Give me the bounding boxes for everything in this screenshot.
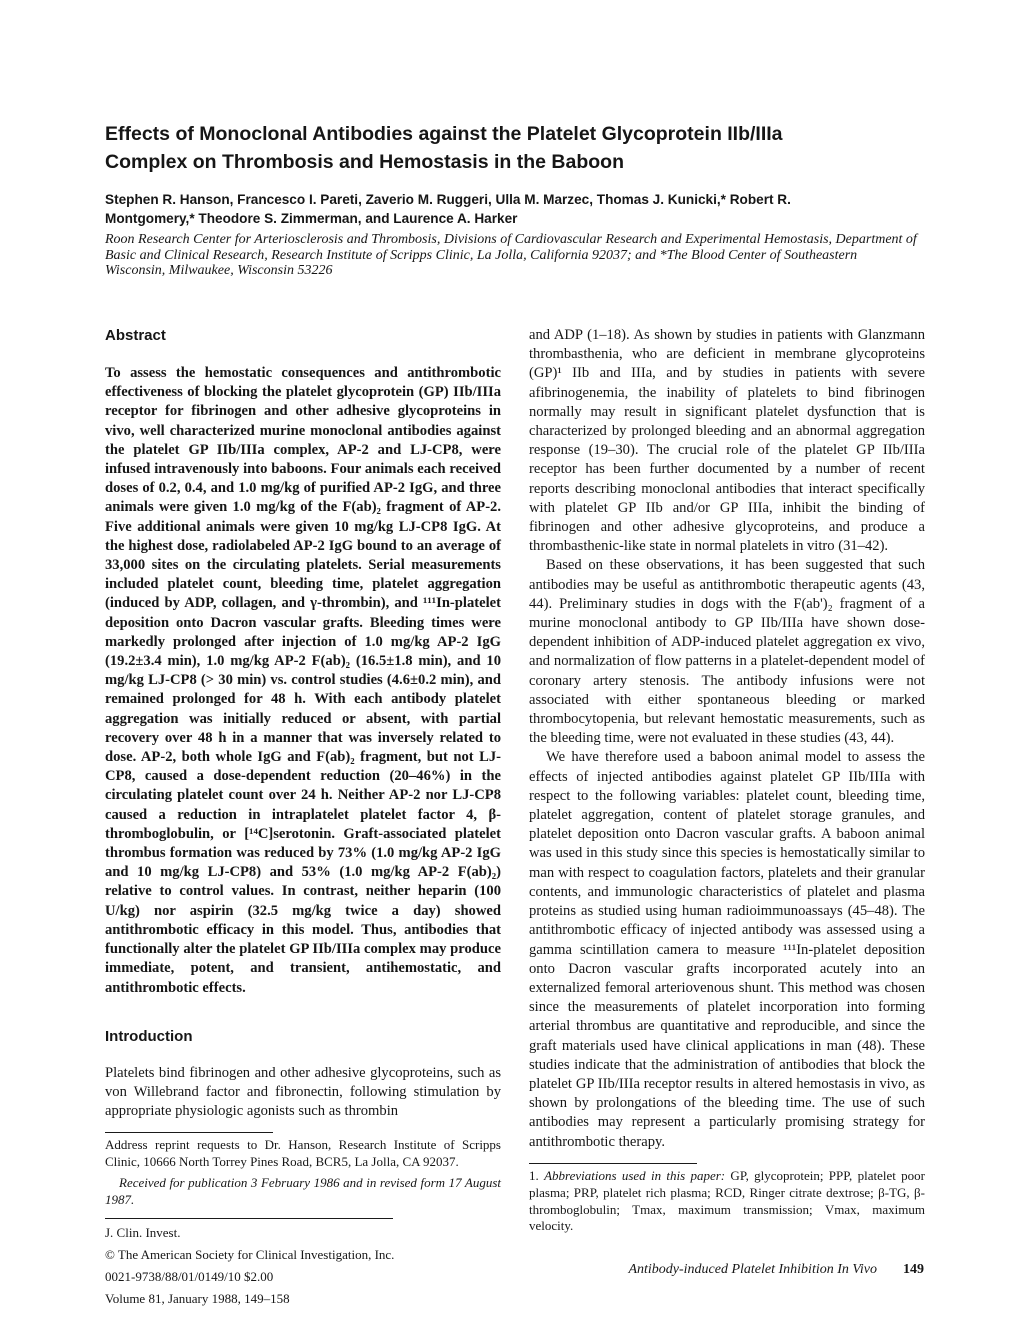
- body-paragraph-1: and ADP (1–18). As shown by studies in patients with Glanzmann thrombasthenia, who are deficient in membrane glycoproteins (GP)¹ IIb and IIIa, and by studies in patients with severe afibrinogenemia, the inability of platelets to bind fibrinogen normally may result in significant platelet dysfunction that is characterized by prolonged bleeding and an abnormal aggregation response (19–30). The crucial role of the platelet GP IIb/IIIa receptor has been further documented by a number of recent reports describing monoclonal antibodies that interact specifically with platelet GP IIb and/or GP IIIa, inhibit the binding of fibrinogen and other adhesive glycoproteins, and produce a thrombasthenic-like state in normal platelets in vitro (31–42).: [529, 327, 925, 555]
- article-title: Effects of Monoclonal Antibodies against the Platelet Glycoprotein IIb/IIIa Complex on Thrombosis and Hemostasis in the Baboon: [105, 123, 783, 173]
- title-page-footnotes: [105, 1132, 501, 1209]
- left-column: [105, 326, 501, 1307]
- affiliations: Roon Research Center for Arteriosclerosis and Thrombosis, Divisions of Cardiovascular Research and Experimental Hemostasis, Department of Basic and Clinical Research, Research Institute of Scripps Clinic, La Jolla, California 92037; and *The Blood Center of Southeastern Wisconsin, Milwaukee, Wisconsin 53226: [105, 232, 917, 279]
- introduction-heading: Introduction: [105, 1027, 193, 1045]
- abbreviations-number: 1.: [529, 1167, 545, 1183]
- volume-line: Volume 81, January 1988, 149–158: [105, 1290, 290, 1306]
- reprint-address-footnote: Address reprint requests to Dr. Hanson, Research Institute of Scripps Clinic, 10666 North Torrey Pines Road, BCR5, La Jolla, CA 92037.: [105, 1137, 501, 1170]
- copyright-line: © The American Society for Clinical Investigation, Inc.: [105, 1246, 395, 1262]
- abbreviations-footnote: [529, 1168, 925, 1236]
- article-header: [105, 120, 925, 279]
- body-paragraph-3: We have therefore used a baboon animal model to assess the effects of injected antibodies against platelet GP IIb/IIIa with respect to the following variables: platelet count, bleeding time, platelet aggregation, content of platelet storage granules, and platelet deposition onto Dacron vascular grafts. A baboon animal was used in this study since this species is hemostatically similar to man with respect to coagulation factors, platelets and their granular contents, and immunologic characteristics of platelet and plasma proteins as studied using human radioimmunoassays (45–48). The antithrombotic efficacy of injected antibody was assessed using a gamma scintillation camera to measure ¹¹¹In-platelet deposition onto Dacron vascular grafts incorporated acutely into an externalized femoral arteriovenous shunt. This method was chosen since the measurements of platelet incorporation into forming arterial thrombus are quantitative and reproducible, and since the graft materials used have clinical applications in man (48). These studies indicate that the administration of antibodies that block the platelet GP IIb/IIIa receptor results in altered hemostasis in vivo, as shown by prolongations of the bleeding time. The use of such antibodies may represent a particularly promising strategy for antithrombotic therapy.: [529, 749, 925, 1150]
- abstract-heading: Abstract: [105, 327, 166, 344]
- issn-price-line: 0021-9738/88/01/0149/10 $2.00: [105, 1268, 274, 1284]
- footnote-divider: [105, 1132, 273, 1133]
- right-column: [529, 326, 925, 1235]
- abbreviations-footnote-block: [529, 1163, 925, 1236]
- running-title: Antibody-induced Platelet Inhibition In Vivo: [628, 1262, 877, 1277]
- abstract-text: To assess the hemostatic consequences and antithrombotic effectiveness of blocking the platelet glycoprotein (GP) IIb/IIIa receptor for fibrinogen and other adhesive glycoproteins in vivo, well characterized murine monoclonal antibodies against the platelet GP IIb/IIIa complex, AP-2 and LJ-CP8, were infused intravenously into baboons. Four animals each received doses of 0.2, 0.4, and 1.0 mg/kg of purified AP-2 IgG, and three animals were given 1.0 mg/kg of the F(ab)₂ fragment of AP-2. Five additional animals were given 10 mg/kg LJ-CP8 IgG. At the highest dose, radiolabeled AP-2 IgG bound to an average of 33,000 sites on the circulating platelets. Serial measurements included platelet count, bleeding time, platelet aggregation (induced by ADP, collagen, and γ-thrombin), and ¹¹¹In-platelet deposition onto Dacron vascular grafts. Bleeding times were markedly prolonged after injection of 1.0 mg/kg AP-2 IgG (19.2±3.4 min), 1.0 mg/kg AP-2 F(ab)₂ (16.5±1.8 min), and 10 mg/kg LJ-CP8 (> 30 min) vs. control studies (4.6±0.2 min), and remained prolonged for 48 h. With each antibody platelet aggregation was initially reduced or absent, with partial recovery over 48 h in a manner that was inversely related to dose. AP-2, both whole IgG and F(ab)₂ fragment, but not LJ-CP8, caused a dose-dependent reduction (20–46%) in the circulating platelet count over 24 h. Neither AP-2 nor LJ-CP8 caused a reduction in intraplatelet platelet factor 4, β-thromboglobulin, or [¹⁴C]serotonin. Graft-associated platelet thrombus formation was reduced by 73% (1.0 mg/kg AP-2 IgG and 10 mg/kg LJ-CP8) and 53% (1.0 mg/kg AP-2 F(ab)₂) relative to control values. In contrast, neither heparin (100 U/kg) nor aspirin (32.5 mg/kg twice a day) showed antithrombotic efficacy in this model. Thus, antibodies that functionally alter the platelet GP IIb/IIIa complex may produce immediate, potent, and transient, antihemostatic, and antithrombotic effects.: [105, 365, 501, 996]
- abbreviations-divider: [529, 1163, 697, 1164]
- page-footer: [529, 1262, 924, 1278]
- journal-divider: [105, 1218, 393, 1219]
- journal-name: J. Clin. Invest.: [105, 1224, 181, 1240]
- abbreviations-lead: Abbreviations used in this paper:: [544, 1167, 726, 1183]
- body-paragraph-2: Based on these observations, it has been suggested that such antibodies may be useful as antithrombotic therapeutic agents (43, 44). Preliminary studies in dogs with the F(ab')₂ fragment of a murine monoclonal antibody to GP IIb/IIIa have shown dose-dependent inhibition of ADP-induced platelet aggregation ex vivo, and normalization of flow patterns in a platelet-dependent model of coronary artery stenosis. The antibody infusions were not associated with either spontaneous bleeding or marked thrombocytopenia, but relevant hemostatic measurements, such as the bleeding time, were not evaluated in these studies (43, 44).: [529, 557, 925, 747]
- introduction-paragraph: Platelets bind fibrinogen and other adhesive glycoproteins, such as von Willebrand factor and fibronectin, following stimulation by appropriate physiologic agonists such as thrombin: [105, 1064, 501, 1120]
- abbreviations-text: GP, glycoprotein; PPP, platelet poor plasma; PRP, platelet rich plasma; RCD, Ringer citrate dextrose; β-TG, β-thromboglobulin; Tmax, maximum transmission; Vmax, maximum velocity.: [529, 1167, 925, 1234]
- journal-imprint-block: [105, 1218, 501, 1307]
- page-number: 149: [903, 1262, 924, 1277]
- received-footnote: Received for publication 3 February 1986 and in revised form 17 August 1987.: [105, 1175, 501, 1208]
- author-list: Stephen R. Hanson, Francesco I. Pareti, Zaverio M. Ruggeri, Ulla M. Marzec, Thomas J. Kunicki,* Robert R. Montgomery,* Theodore S. Zimmerman, and Laurence A. Harker: [105, 192, 791, 226]
